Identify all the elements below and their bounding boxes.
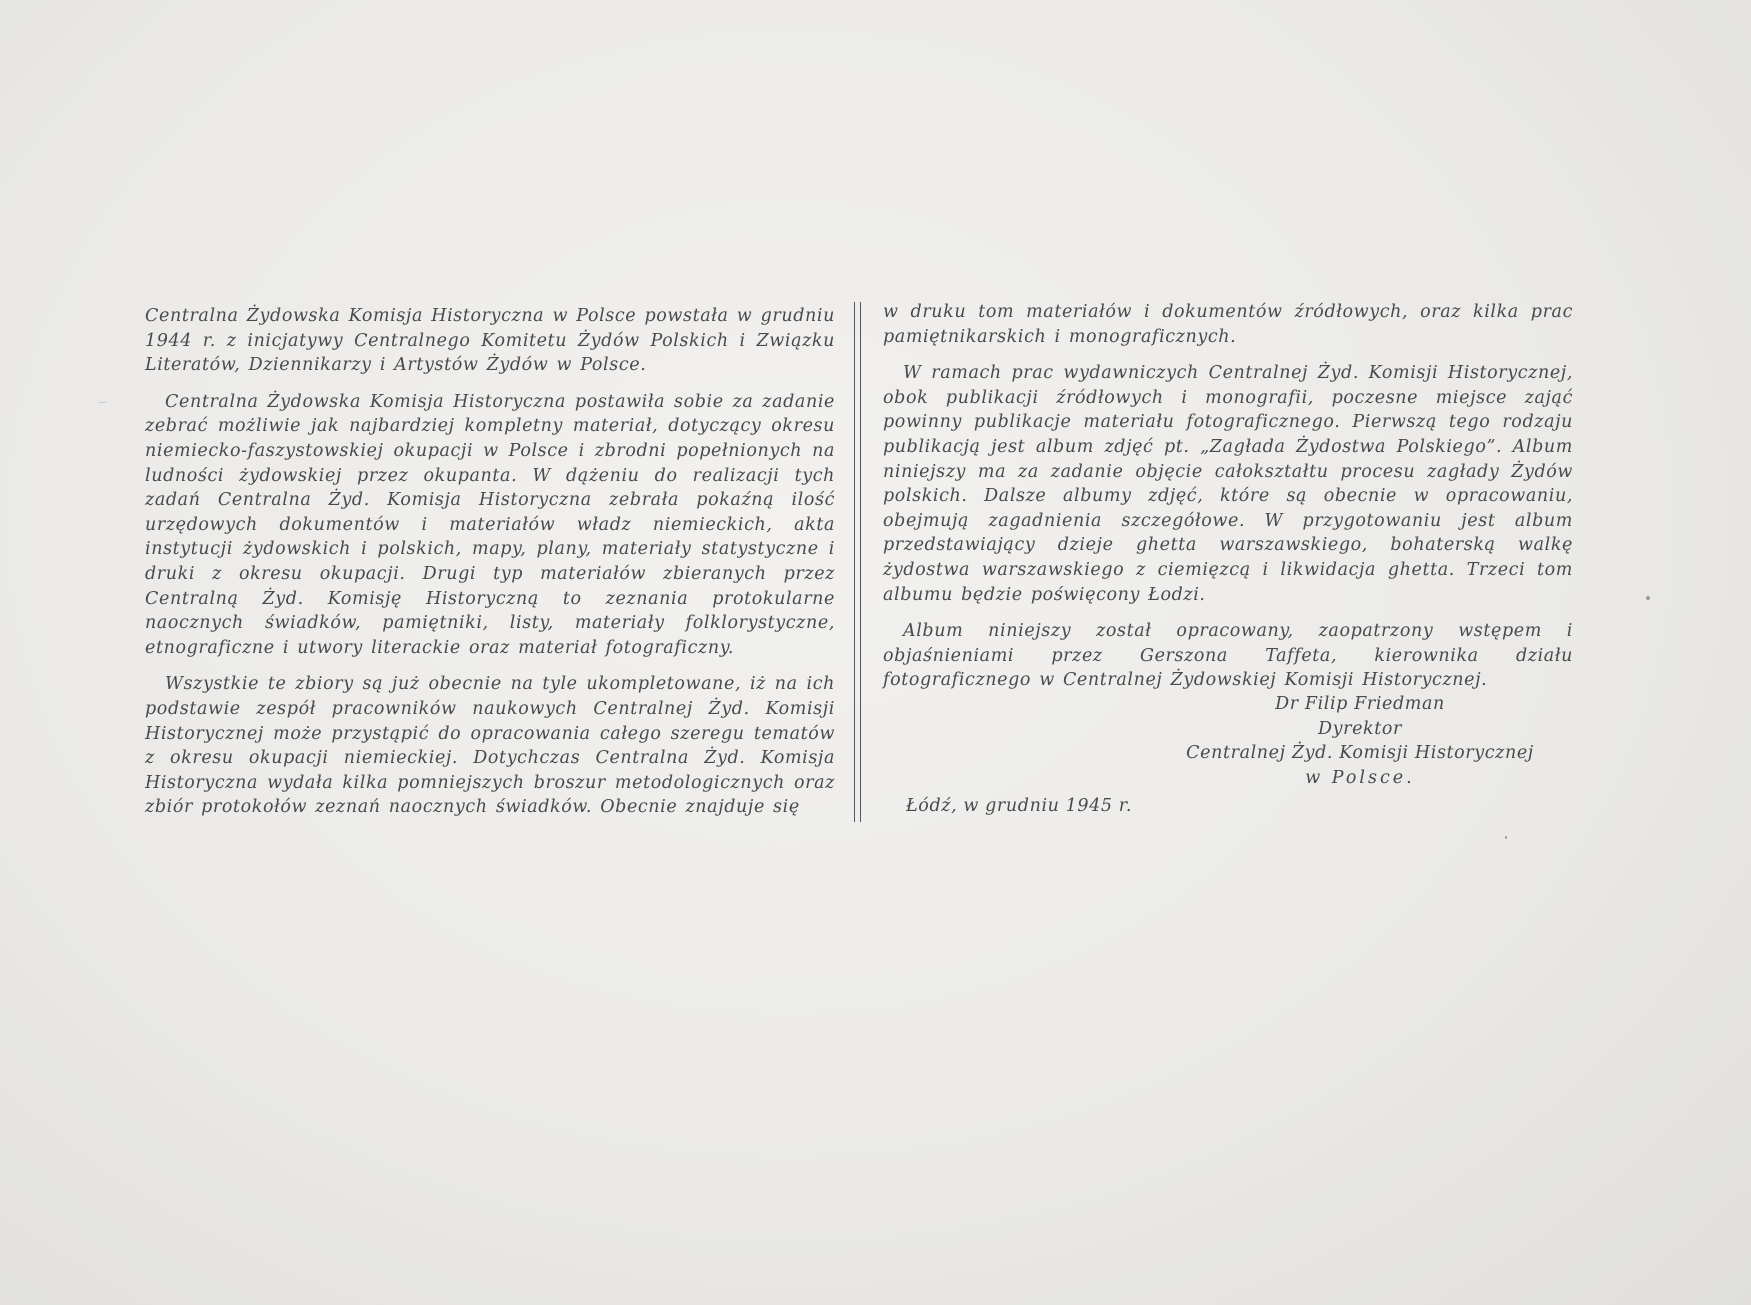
place-date: Łódź, w grudniu 1945 r. [906,796,1132,816]
signature-country: w Polsce. [1305,767,1415,788]
left-column [145,304,835,832]
signature-block [1160,692,1560,790]
right-column [883,300,1573,705]
paper-speck [98,402,107,403]
left-paragraph-1: Centralna Żydowska Komisja Historyczna w Polsce powstała w grudniu 1944 r. z inicjatywy Centralnego Komitetu Żydów Polskich i Związku Literatów, Dziennikarzy i Artystów Żydów w Polsce. [145,306,835,376]
paper-speck [1646,596,1650,600]
left-paragraph-2: Centralna Żydowska Komisja Historyczna postawiła sobie za zadanie zebrać możliwie jak najbardziej kompletny materiał, dotyczący okresu niemiecko-faszystowskiej okupacji w Polsce i zbrodni popełnionych na ludności żydowskiej przez okupanta. W dążeniu do realizacji tych zadań Centralna Żyd. Komisja Historyczna zebrała pokaźną ilość urzędowych dokumentów i materiałów władz niemieckich, akta instytucji żydowskich i polskich, mapy, plany, materiały statystyczne i druki z okresu okupacji. Drugi typ materiałów zbieranych przez Centralną Żyd. Komisję Historyczną to zeznania protokularne naocznych świadków, pamiętniki, listy, materiały folklorystyczne, etnograficzne i utwory literackie oraz materiał fotograficzny. [145,391,835,658]
right-paragraph-1: w druku tom materiałów i dokumentów źródłowych, oraz kilka prac pamiętnikarskich i monograficznych. [883,302,1573,347]
right-paragraph-3: Album niniejszy został opracowany, zaopatrzony wstępem i objaśnieniami przez Gerszona Taffeta, kierownika działu fotograficznego w Centralnej Żydowskiej Komisji Historycznej. [883,621,1573,691]
right-paragraph-2: W ramach prac wydawniczych Centralnej Żyd. Komisji Historycznej, obok publikacji źródłowych i monografii, poczesne miejsce zająć powinny publikacje materiału fotograficznego. Pierwszą tego rodzaju publikacją jest album zdjęć pt. „Zagłada Żydostwa Polskiego”. Album niniejszy ma za zadanie objęcie całokształtu procesu zagłady Żydów polskich. Dalsze albumy zdjęć, które są obecnie w opracowaniu, obejmują zagadnienia szczegółowe. W przygotowaniu jest album przedstawiający dzieje ghetta warszawskiego, bohaterską walkę żydostwa warszawskiego z ciemięzcą i likwidacja ghetta. Trzeci tom albumu będzie poświęcony Łodzi. [883,363,1573,605]
left-paragraph-3: Wszystkie te zbiory są już obecnie na tyle ukompletowane, iż na ich podstawie zespół pracowników naukowych Centralnej Żyd. Komisji Historycznej może przystąpić do opracowania całego szeregu tematów z okresu okupacji niemieckiej. Dotychczas Centralna Żyd. Komisja Historyczna wydała kilka pomniejszych broszur metodologicznych oraz zbiór protokołów zeznań naocznych świadków. Obecnie znajduje się [145,674,835,818]
column-divider [854,302,861,822]
signature-name: Dr Filip Friedman [1275,694,1445,714]
paper-speck [1505,836,1507,839]
signature-institution: Centralnej Żyd. Komisji Historycznej [1186,743,1534,764]
signature-title: Dyrektor [1318,718,1402,739]
